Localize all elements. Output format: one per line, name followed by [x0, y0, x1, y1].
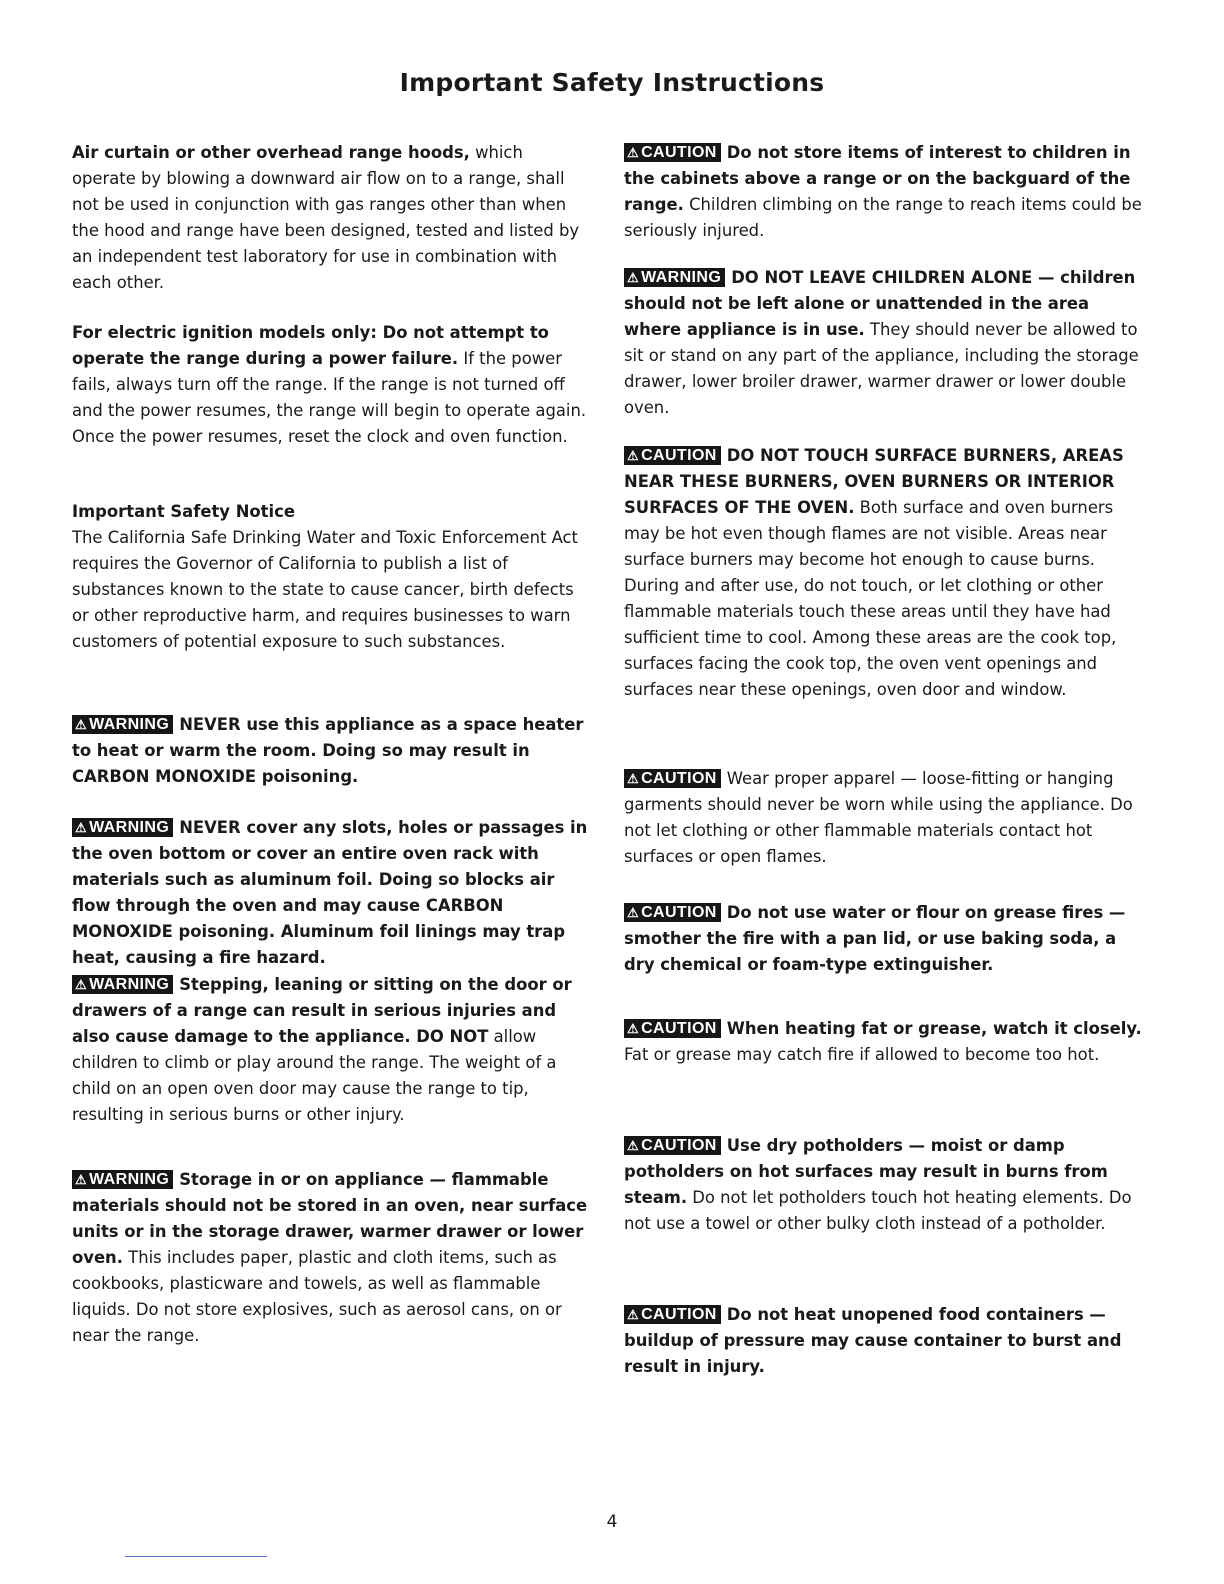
warning-storage: ⚠ WARNING Storage in or on appliance — flammable materials should not be stored in an oven, near surface units or in the storage drawer, warmer drawer or lower oven. This includes paper, plastic and cloth items, such as cookbooks, plasticware and towels, as well as flammable liquids. Do not store explosives, such as aerosol cans, on or near the range. [72, 1170, 588, 1345]
warning-triangle-icon: ⚠ [75, 820, 88, 835]
warning-triangle-icon: ⚠ [75, 717, 88, 732]
caution-badge: ⚠ CAUTION [624, 143, 721, 162]
safety-notice-text: The California Safe Drinking Water and Toxic Enforcement Act requires the Governor of California to publish a list of substances known to the state to cause cancer, birth defects or other reproductive harm, and requires businesses to warn customers of potential exposure to such substances. [72, 528, 578, 651]
section-range-hoods: Air curtain or other overhead range hoods, which operate by blowing a downward air flow on to a range, shall not be used in conjunction with gas ranges other than when the hood and range have been designed, tested and listed by an independent test laboratory for use in combination with each other. [72, 143, 580, 292]
warning-badge: ⚠ WARNING [624, 268, 725, 287]
caution-badge: ⚠ CAUTION [624, 1305, 721, 1324]
warning-triangle-icon: ⚠ [75, 977, 88, 992]
page-title: Important Safety Instructions [399, 68, 825, 97]
caution-badge: ⚠ CAUTION [624, 1019, 721, 1038]
warning-badge: ⚠ WARNING [72, 715, 173, 734]
warning-triangle-icon: ⚠ [627, 270, 640, 285]
warning-triangle-icon: ⚠ [627, 771, 640, 786]
caution-badge: ⚠ CAUTION [624, 769, 721, 788]
caution-food-containers: ⚠ CAUTION Do not heat unopened food containers — buildup of pressure may cause container to burst and result in injury. [624, 1305, 1122, 1376]
caution-badge: ⚠ CAUTION [624, 903, 721, 922]
caution-potholders: ⚠ CAUTION Use dry potholders — moist or damp potholders on hot surfaces may result in burns from steam. Do not let potholders touch hot heating elements. Do not use a towel or other bulky cloth instead of a potholder. [624, 1136, 1132, 1233]
safety-notice-heading: Important Safety Notice [72, 502, 295, 521]
caution-heating-fat: ⚠ CAUTION When heating fat or grease, watch it closely. Fat or grease may catch fire if allowed to become too hot. [624, 1019, 1142, 1064]
caution-apparel: ⚠ CAUTION Wear proper apparel — loose-fitting or hanging garments should never be worn while using the appliance. Do not let clothing or other flammable materials contact hot surfaces or open flames. [624, 769, 1133, 866]
caution-grease-fires: ⚠ CAUTION Do not use water or flour on grease fires — smother the fire with a pan lid, or use baking soda, a dry chemical or foam-type extinguisher. [624, 903, 1126, 974]
warning-triangle-icon: ⚠ [627, 905, 640, 920]
warning-stepping-door: ⚠ WARNING Stepping, leaning or sitting on the door or drawers of a range can result in serious injuries and also cause damage to the appliance. DO NOT allow children to climb or play around the range. The weight of a child on an open oven door may cause the range to tip, resulting in serious burns or other injury. [72, 975, 572, 1124]
warning-badge: ⚠ WARNING [72, 1170, 173, 1189]
warning-triangle-icon: ⚠ [75, 1172, 88, 1187]
warning-triangle-icon: ⚠ [627, 1021, 640, 1036]
warning-oven-slots: ⚠ WARNING NEVER cover any slots, holes or passages in the oven bottom or cover an entire oven rack with materials such as aluminum foil. Doing so blocks air flow through the oven and may cause CARBON MONOXIDE poisoning. Aluminum foil linings may trap heat, causing a fire hazard. [72, 818, 588, 967]
section-electric-ignition: For electric ignition models only: Do not attempt to operate the range during a power failure. If the power fails, always turn off the range. If the range is not turned off and the power resumes, the range will begin to operate again. Once the power resumes, reset the clock and oven function. [72, 323, 587, 446]
caution-badge: ⚠ CAUTION [624, 1136, 721, 1155]
page-number: 4 [606, 1512, 618, 1532]
warning-badge: ⚠ WARNING [72, 975, 173, 994]
warning-badge: ⚠ WARNING [72, 818, 173, 837]
warning-triangle-icon: ⚠ [627, 145, 640, 160]
caution-surface-burners: ⚠ CAUTION DO NOT TOUCH SURFACE BURNERS, AREAS NEAR THESE BURNERS, OVEN BURNERS OR INTERIOR SURFACES OF THE OVEN. Both surface and oven burners may be hot even though flames are not visible. Areas near surface burners may become hot enough to cause burns. During and after use, do not touch, or let clothing or other flammable materials touch these areas until they have had sufficient time to cool. Among these areas are the cook top, surfaces facing the cook top, the oven vent openings and surfaces near these openings, oven door and window. [624, 446, 1124, 699]
footer-rule [125, 1556, 267, 1557]
warning-children-alone: ⚠ WARNING DO NOT LEAVE CHILDREN ALONE — children should not be left alone or unattended in the area where appliance is in use. They should never be allowed to sit or stand on any part of the appliance, including the storage drawer, lower broiler drawer, warmer drawer or lower double oven. [624, 268, 1139, 417]
warning-triangle-icon: ⚠ [627, 1307, 640, 1322]
caution-badge: ⚠ CAUTION [624, 446, 721, 465]
warning-triangle-icon: ⚠ [627, 1138, 640, 1153]
section-safety-notice [72, 499, 588, 655]
caution-cabinets: ⚠ CAUTION Do not store items of interest to children in the cabinets above a range or on the backguard of the range. Children climbing on the range to reach items could be seriously injured. [624, 143, 1142, 240]
warning-space-heater: ⚠ WARNING NEVER use this appliance as a space heater to heat or warm the room. Doing so may result in CARBON MONOXIDE poisoning. [72, 715, 584, 786]
warning-triangle-icon: ⚠ [627, 448, 640, 463]
